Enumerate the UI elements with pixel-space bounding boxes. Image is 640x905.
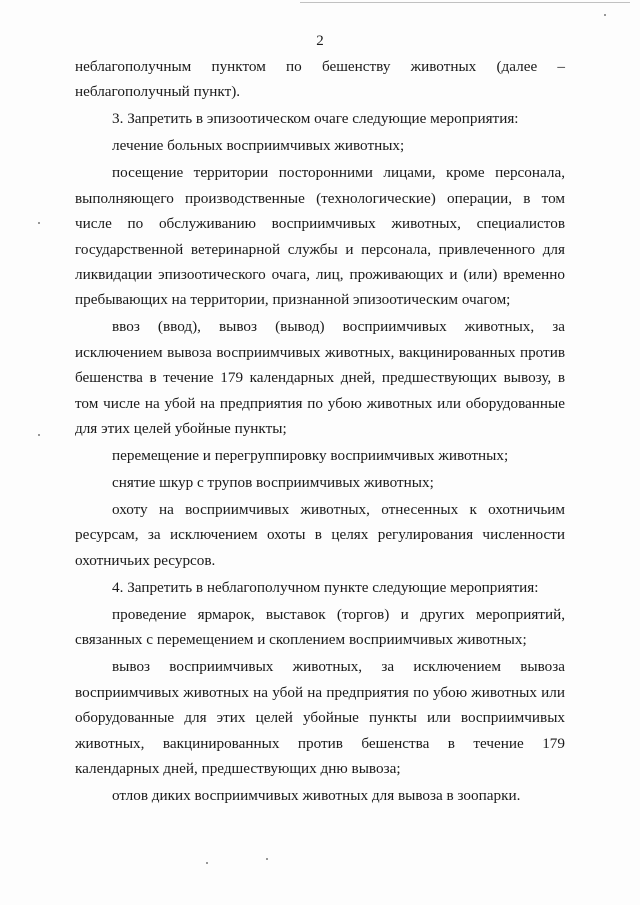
paragraph: посещение территории посторонними лицами, кроме персонала, выполняющего производственные (технологические) операции, в том числе по обслуживанию восприимчивых животных, специалистов государственной ветеринарной службы и персонала, привлеченного для ликвидации эпизоотического очага, лиц, проживающих и (или) временно пребывающих на территории, признанной эпизоотическим очагом; [75,164,565,309]
scan-artifact-dot [604,14,606,16]
paragraph: отлов диких восприимчивых животных для вывоза в зоопарки. [112,786,521,804]
paragraph: перемещение и перегруппировку восприимчивых животных; [112,447,509,465]
scan-artifact-dot [38,434,40,436]
page-number: 2 [316,33,324,49]
paragraph: вывоз восприимчивых животных, за исключением вывоза восприимчивых животных на убой на предприятия по убою животных или оборудованные для этих целей убойные пункты или восприимчивых животных, вакцинированных против бешенства в течение 179 календарных дней, предшествующих дню вывоза; [75,658,565,777]
paragraph: проведение ярмарок, выставок (торгов) и других мероприятий, связанных с перемещением и скоплением восприимчивых животных; [75,605,565,649]
paragraph: ввоз (ввод), вывоз (вывод) восприимчивых животных, за исключением вывоза восприимчивых животных, вакцинированных против бешенства в течение 179 календарных дней, предшествующих вывозу, в том числе на убой на предприятия по убою животных или оборудованные для этих целей убойные пункты; [75,318,565,438]
paragraph: 4. Запретить в неблагополучном пункте следующие мероприятия: [112,578,539,596]
paragraph: охоту на восприимчивых животных, отнесенных к охотничьим ресурсам, за исключением охоты в целях регулирования численности охотничьих ресурсов. [75,501,565,569]
paragraph: 3. Запретить в эпизоотическом очаге следующие мероприятия: [112,110,519,128]
paragraph: лечение больных восприимчивых животных; [112,137,405,155]
scan-artifact-line [300,2,630,3]
scan-artifact-dot [266,858,268,860]
paragraph: неблагополучным пунктом по бешенству животных (далее – неблагополучный пункт). [75,58,565,101]
scan-artifact-dot [38,222,40,224]
document-body [75,54,565,810]
scan-artifact-dot [206,862,208,864]
paragraph: снятие шкур с трупов восприимчивых животных; [112,474,434,492]
